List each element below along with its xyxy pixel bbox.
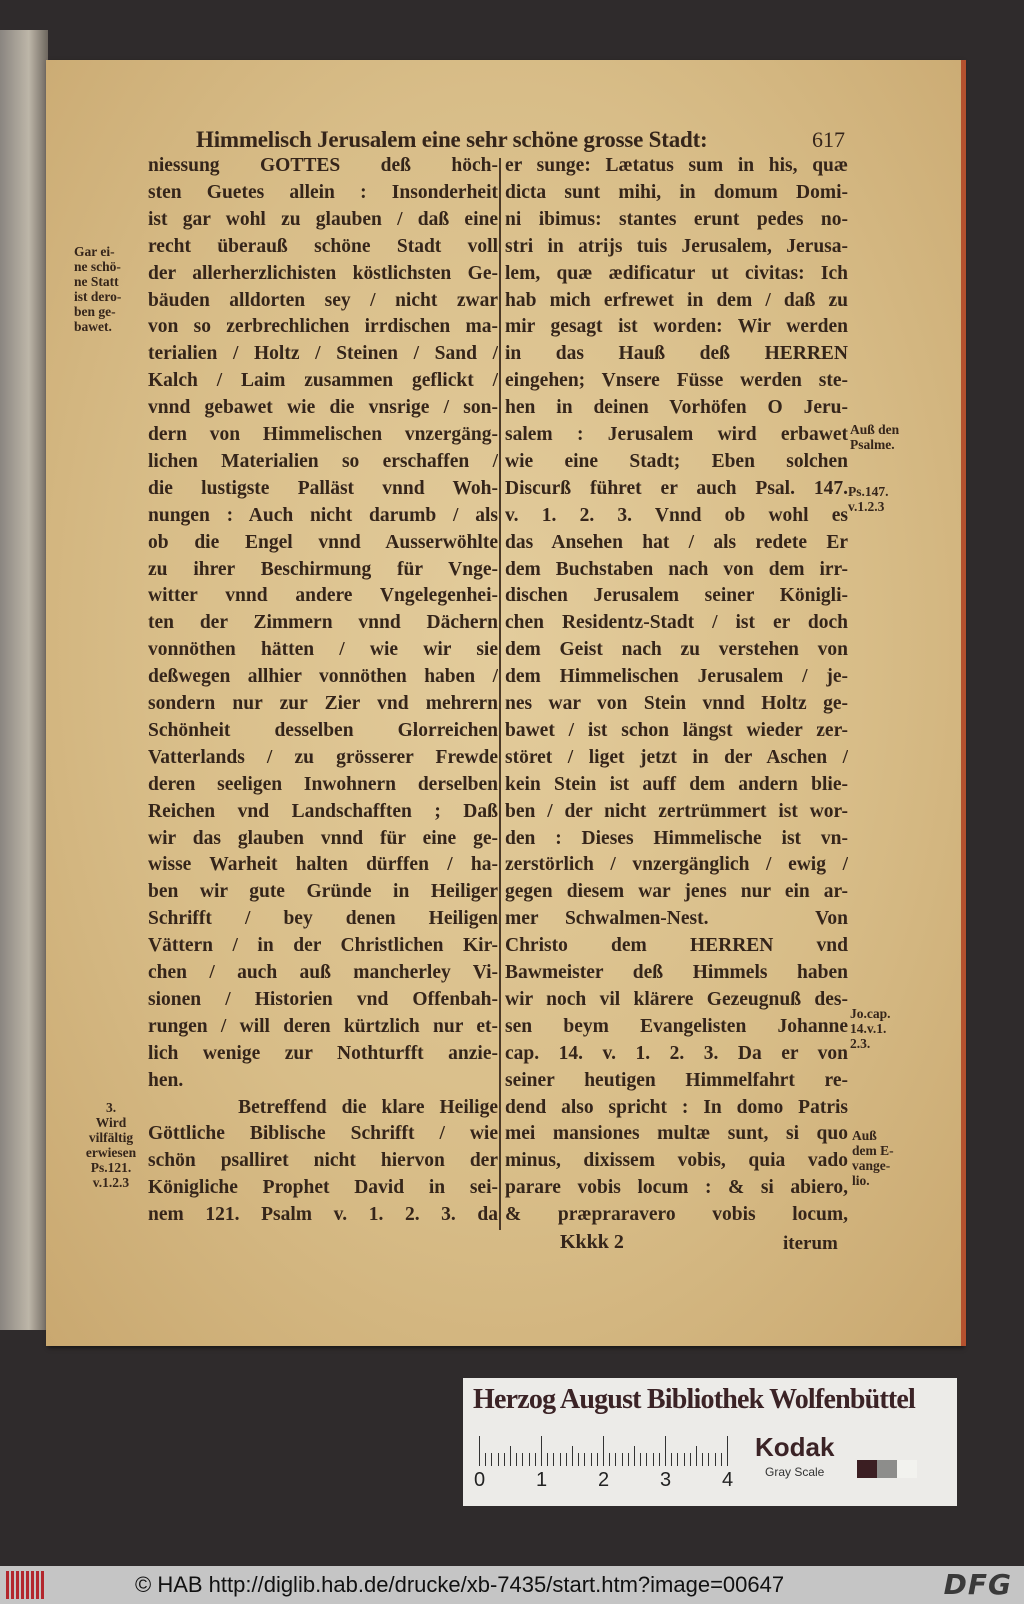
- text-line: dern von Himmelischen vnzergäng-: [148, 424, 498, 445]
- margin-note-line: Ps.147.: [848, 484, 889, 499]
- ruler-tick: [535, 1453, 536, 1466]
- text-line: & præpraravero vobis locum,: [505, 1204, 848, 1226]
- ruler-tick: [708, 1453, 709, 1466]
- ruler-tick: [646, 1453, 647, 1466]
- text-line: sen beym Evangelisten Johanne: [505, 1015, 848, 1037]
- text-line: deßwegen allhier vonnöthen haben /: [148, 666, 498, 688]
- text-line: ben wir gute Gründe in Heiliger: [148, 881, 498, 903]
- ruler-tick: [541, 1436, 542, 1466]
- text-line: lem, quæ ædificatur ut civitas: Ich: [505, 262, 848, 284]
- margin-note-line: vilfältig: [88, 1130, 134, 1145]
- margin-note-right: [850, 1006, 920, 1051]
- text-line: lichen Materialien so erschaffen /: [148, 450, 498, 472]
- margin-note-left: [74, 244, 144, 334]
- text-line: den : Dieses Himmelische ist vn-: [505, 827, 848, 849]
- text-line: Reichen vnd Landschafften ; Daß: [148, 800, 498, 822]
- facing-page-edge: [0, 30, 48, 1330]
- text-line: mir gesagt ist worden: Wir werden: [505, 316, 848, 338]
- ruler-tick: [485, 1453, 486, 1466]
- ruler-tick: [498, 1453, 499, 1466]
- ruler-tick: [615, 1453, 616, 1466]
- ruler-tick: [603, 1436, 604, 1466]
- text-line: hab mich erfrewet in dem / daß zu: [505, 289, 848, 311]
- gray-swatch-dark: [857, 1460, 877, 1478]
- text-line: Vatterlands / zu grösserer Frewde: [148, 746, 498, 768]
- text-line: stri in atrijs tuis Jerusalem, Jerusa-: [505, 235, 848, 257]
- ruler-tick: [566, 1453, 567, 1466]
- text-line: dend also spricht : In domo Patris: [505, 1096, 848, 1118]
- text-line: gegen diesem war jenes nur ein ar-: [505, 881, 848, 903]
- text-line: Bawmeister deß Himmels haben: [505, 962, 848, 983]
- text-line: chen / auch auß mancherley Vi-: [148, 962, 498, 983]
- text-line: ben / der nicht zertrümmert ist wor-: [505, 800, 848, 822]
- margin-note-right: [848, 484, 918, 514]
- margin-note-line: 2.3.: [850, 1036, 871, 1051]
- margin-note-right: [852, 1128, 922, 1188]
- ruler-tick: [547, 1453, 548, 1466]
- margin-note-line: Jo.cap.: [850, 1006, 891, 1021]
- text-line: ten der Zimmern vnnd Dächern: [148, 612, 498, 634]
- ruler-tick: [653, 1453, 654, 1466]
- text-line: er sunge: Lætatus sum in his, quæ: [505, 155, 848, 176]
- text-line: nem 121. Psalm v. 1. 2. 3. da: [148, 1204, 498, 1226]
- ruler-tick: [634, 1446, 635, 1466]
- source-credit-link[interactable]: © HAB http://diglib.hab.de/drucke/xb-7435/start.htm?image=00647: [135, 1572, 785, 1597]
- text-line: mei mansiones multæ sunt, si quo: [505, 1123, 848, 1145]
- text-line: ob die Engel vnnd Ausserwöhlte: [148, 531, 498, 553]
- text-line: nungen : Auch nicht darumb / als: [148, 504, 498, 526]
- text-line: vonnöthen hätten / wie wir sie: [148, 639, 498, 661]
- running-head: Himmelisch Jerusalem eine sehr schöne grosse Stadt:: [196, 127, 708, 152]
- hab-logo-icon: [6, 1571, 46, 1599]
- page-edge: [961, 60, 966, 1346]
- margin-note-line: v.1.2.3: [92, 1175, 130, 1190]
- ruler-tick: [640, 1453, 641, 1466]
- gray-swatch-light: [897, 1460, 917, 1478]
- ruler-tick: [702, 1453, 703, 1466]
- ruler-tick: [671, 1453, 672, 1466]
- text-line: bäuden alldorten sey / nicht zwar: [148, 289, 498, 311]
- ruler-tick: [516, 1453, 517, 1466]
- ruler-tick: [690, 1453, 691, 1466]
- text-line: witter vnnd andere Vngelegenhei-: [148, 585, 498, 607]
- text-line: Göttliche Biblische Schrifft / wie: [148, 1123, 498, 1145]
- text-line: chen Residentz-Stadt / ist er doch: [505, 612, 848, 634]
- text-line: Discurß führet er auch Psal. 147.: [505, 477, 848, 499]
- ruler-tick: [578, 1453, 579, 1466]
- ruler-tick: [479, 1436, 480, 1466]
- text-line: in das Hauß deß HERREN: [505, 343, 848, 365]
- text-line: dischen Jerusalem seiner Königli-: [505, 585, 848, 607]
- ruler-tick: [715, 1453, 716, 1466]
- kodak-logo: Kodak: [755, 1432, 835, 1462]
- margin-note-line: Wird: [95, 1115, 127, 1130]
- ruler-tick: [553, 1453, 554, 1466]
- text-line: dicta sunt mihi, in domum Domi-: [505, 181, 848, 203]
- text-line: hen.: [148, 1069, 184, 1091]
- text-line: seiner heutigen Himmelfahrt re-: [505, 1069, 848, 1091]
- ruler-tick: [560, 1453, 561, 1466]
- ruler-tick: [665, 1436, 666, 1466]
- ruler-tick: [504, 1453, 505, 1466]
- margin-note-line: lio.: [852, 1173, 870, 1188]
- text-line: bawet / ist schon längst wieder zer-: [505, 719, 848, 741]
- text-line: lich wenige zur Nothturfft anzie-: [148, 1042, 498, 1064]
- text-line: wie eine Stadt; Eben solchen: [505, 450, 848, 472]
- ruler-tick: [628, 1453, 629, 1466]
- text-line: parare vobis locum : & si abiero,: [505, 1177, 848, 1199]
- ruler-number: 2: [598, 1469, 610, 1491]
- margin-note-left: [76, 1100, 146, 1190]
- margin-note-line: vange-: [852, 1158, 891, 1173]
- page-number: 617: [812, 127, 845, 152]
- text-line: Kalch / Laim zusammen geflickt /: [148, 370, 498, 392]
- text-line: ni ibimus: stantes erunt pedes no-: [505, 208, 848, 230]
- margin-note-line: 3.: [105, 1100, 117, 1115]
- margin-note-line: ist dero-: [74, 289, 122, 304]
- text-line: rungen / will deren kürtzlich nur et-: [148, 1015, 498, 1037]
- text-line: sondern nur zur Zier vnd mehrern: [148, 693, 498, 714]
- text-line: v. 1. 2. 3. Vnnd ob wohl es: [505, 504, 848, 526]
- ruler-tick: [491, 1453, 492, 1466]
- text-line: eingehen; Vnsere Füsse werden ste-: [505, 370, 848, 392]
- ruler-tick: [597, 1453, 598, 1466]
- text-line: deren seeligen Inwohnern derselben: [148, 773, 498, 795]
- text-line: vnnd gebawet wie die vnsrige / son-: [148, 397, 498, 419]
- catchword: iterum: [783, 1233, 838, 1254]
- scale-card: [463, 1378, 957, 1506]
- margin-note-line: ben ge-: [74, 304, 116, 319]
- text-line: das Ansehen hat / als redete Er: [505, 531, 848, 553]
- text-line: nes war von Stein vnnd Holtz ge-: [505, 693, 848, 714]
- ruler-tick: [696, 1446, 697, 1466]
- gray-scale-label: Gray Scale: [765, 1465, 825, 1479]
- text-line: terialien / Holtz / Steinen / Sand /: [148, 343, 498, 365]
- text-line: zerstörlich / vnzergänglich / ewig /: [505, 854, 848, 876]
- ruler-tick: [572, 1446, 573, 1466]
- ruler-tick: [721, 1453, 722, 1466]
- text-line: wir noch vil klärere Gezeugnuß des-: [505, 988, 848, 1010]
- library-name: Herzog August Bibliothek Wolfenbüttel: [473, 1384, 916, 1415]
- ruler-tick: [659, 1453, 660, 1466]
- gray-swatch-mid: [877, 1460, 897, 1478]
- margin-note-right: [850, 422, 920, 452]
- margin-note-line: erwiesen: [85, 1145, 137, 1160]
- text-line: sten Guetes allein : Insonderheit: [148, 181, 498, 203]
- text-line: cap. 14. v. 1. 2. 3. Da er von: [505, 1042, 848, 1064]
- text-line: dem Buchstaben nach von dem irr-: [505, 558, 848, 580]
- text-line: der allerherzlichisten köstlichsten Ge-: [148, 262, 498, 284]
- text-line: wir das glauben vnnd für eine ge-: [148, 827, 498, 849]
- ruler-tick: [684, 1453, 685, 1466]
- margin-note-line: Auß den: [850, 422, 900, 437]
- text-line: dem Himmelischen Jerusalem / je-: [505, 666, 848, 688]
- text-line: kein Stein ist auff dem andern blie-: [505, 773, 848, 795]
- margin-note-line: bawet.: [74, 319, 112, 334]
- ruler-tick: [677, 1453, 678, 1466]
- text-line: recht überauß schöne Stadt voll: [148, 235, 498, 257]
- margin-note-line: Auß: [852, 1128, 877, 1143]
- margin-note-line: 14.v.1.: [850, 1021, 887, 1036]
- margin-note-line: Ps.121.: [90, 1160, 132, 1175]
- text-line: zu ihrer Beschirmung für Vnge-: [148, 558, 498, 580]
- text-line: sionen / Historien vnd Offenbah-: [148, 988, 498, 1010]
- text-line: wisse Warheit halten dürffen / ha-: [148, 854, 498, 876]
- margin-note-line: ne Statt: [74, 274, 119, 289]
- ruler-number: 0: [474, 1469, 486, 1491]
- text-line: von so zerbrechlichen irrdischen ma-: [148, 316, 498, 338]
- ruler-tick: [622, 1453, 623, 1466]
- viewer-footer: [0, 1566, 1024, 1604]
- margin-note-line: Psalme.: [850, 437, 895, 452]
- ruler-number: 3: [660, 1469, 672, 1491]
- ruler-tick: [529, 1453, 530, 1466]
- ruler-number: 4: [722, 1469, 734, 1491]
- ruler-tick: [609, 1453, 610, 1466]
- ruler-number: 1: [536, 1469, 548, 1491]
- text-line: ist gar wohl zu glauben / daß eine: [148, 208, 498, 230]
- margin-note-line: dem E-: [852, 1143, 894, 1158]
- ruler-tick: [727, 1436, 728, 1466]
- text-line: Betreffend die klare Heilige: [148, 1096, 498, 1118]
- dfg-logo: DFG: [943, 1568, 1012, 1601]
- text-line: hen in deinen Vorhöfen O Jeru-: [505, 397, 848, 419]
- column-rule: [499, 158, 501, 1230]
- ruler-tick: [510, 1446, 511, 1466]
- ruler: [479, 1436, 733, 1466]
- text-line: salem : Jerusalem wird erbawet: [505, 424, 848, 445]
- text-line: Schrifft / bey denen Heiligen: [148, 908, 498, 930]
- text-line: minus, dixissem vobis, quia vado: [505, 1150, 848, 1172]
- text-line: dem Geist nach zu verstehen von: [505, 639, 848, 661]
- text-line: Königliche Prophet David in sei-: [148, 1177, 498, 1199]
- text-line: schön psalliret nicht hiervon der: [148, 1150, 498, 1172]
- text-line: Schönheit desselben Glorreichen: [148, 719, 498, 741]
- ruler-tick: [591, 1453, 592, 1466]
- margin-note-line: v.1.2.3: [848, 499, 885, 514]
- text-line: Vättern / in der Christlichen Kir-: [148, 935, 498, 957]
- text-line: störet / liget jetzt in der Aschen /: [505, 746, 848, 768]
- text-line: die lustigste Palläst vnnd Woh-: [148, 477, 498, 499]
- text-line: Christo dem HERREN vnd: [505, 935, 848, 957]
- text-line: niessung GOTTES deß höch-: [148, 155, 498, 176]
- margin-note-line: ne schö-: [74, 259, 121, 274]
- margin-note-line: Gar ei-: [74, 244, 115, 259]
- text-line: mer Schwalmen-Nest. Von: [505, 908, 848, 930]
- ruler-tick: [584, 1453, 585, 1466]
- signature-mark: Kkkk 2: [560, 1231, 624, 1253]
- ruler-tick: [522, 1453, 523, 1466]
